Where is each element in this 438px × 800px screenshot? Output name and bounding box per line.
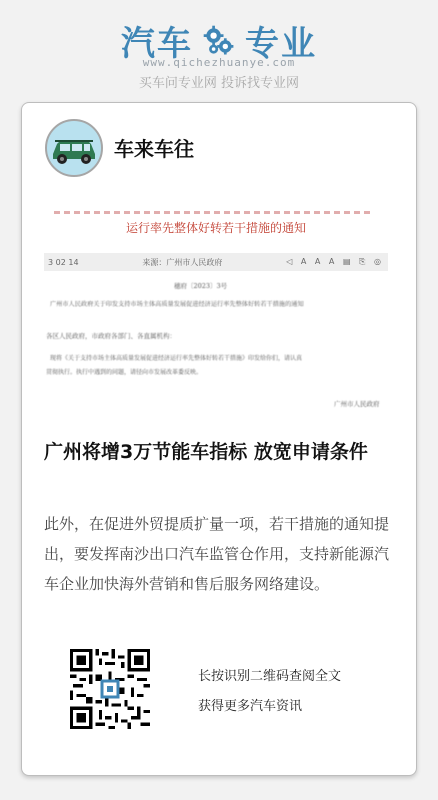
- document-toolbar: [44, 253, 388, 271]
- gear-icon: [201, 23, 237, 59]
- document-toolbar-date: 3 02 14: [48, 257, 79, 267]
- author-avatar[interactable]: [45, 119, 103, 177]
- document-image[interactable]: [44, 207, 388, 411]
- brand-slogan: 买车问专业网 投诉找专业网: [138, 76, 300, 91]
- document-salutation: 各区人民政府，市政府各部门、各直属机构：: [46, 332, 176, 340]
- document-body-line-1: 现将《关于支持市场主体高质量发展促进经济运行率先整体好转若干措施》印发给你们，请认真: [50, 355, 303, 362]
- brand-word-left: 汽车: [121, 24, 193, 64]
- document-toolbar-tools-icon: ◁ A A A ▤ ⎘ ◎: [286, 257, 384, 266]
- green-car-icon: [47, 121, 101, 175]
- brand-header: [0, 0, 438, 100]
- document-heading: 广州市人民政府关于印发支持市场主体高质量发展促进经济运行率先整体好转若干措施的通知: [50, 301, 304, 308]
- document-cut-line: [54, 211, 374, 214]
- article-body: 此外，在促进外贸提质扩量一项，若干措施的通知提出，要发挥南沙出口汽车监管仓作用，支持新能源汽车企业加快海外营销和售后服务网络建设。: [44, 515, 390, 593]
- article-card: [21, 102, 417, 776]
- qr-caption-read-full: 长按识别二维码查阅全文: [198, 669, 342, 684]
- author-name[interactable]: 车来车往: [114, 137, 194, 161]
- document-body-line-2: 贯彻执行。执行中遇到的问题，请径向市发展改革委反映。: [46, 369, 203, 376]
- qr-caption-more-news: 获得更多汽车资讯: [198, 699, 303, 714]
- qr-code[interactable]: [70, 649, 150, 729]
- brand-url: www.qichezhuanye.com: [142, 56, 296, 69]
- document-toolbar-source: 来源：广州市人民政府: [142, 257, 223, 267]
- article-headline: 广州将增3万节能车指标 放宽申请条件: [44, 441, 368, 463]
- document-title-line: 运行率先整体好转若干措施的通知: [125, 221, 306, 235]
- document-number: 穗府〔2023〕3号: [174, 282, 228, 290]
- brand-word-right: 专业: [245, 24, 317, 64]
- document-footer: 广州市人民政府: [334, 400, 380, 408]
